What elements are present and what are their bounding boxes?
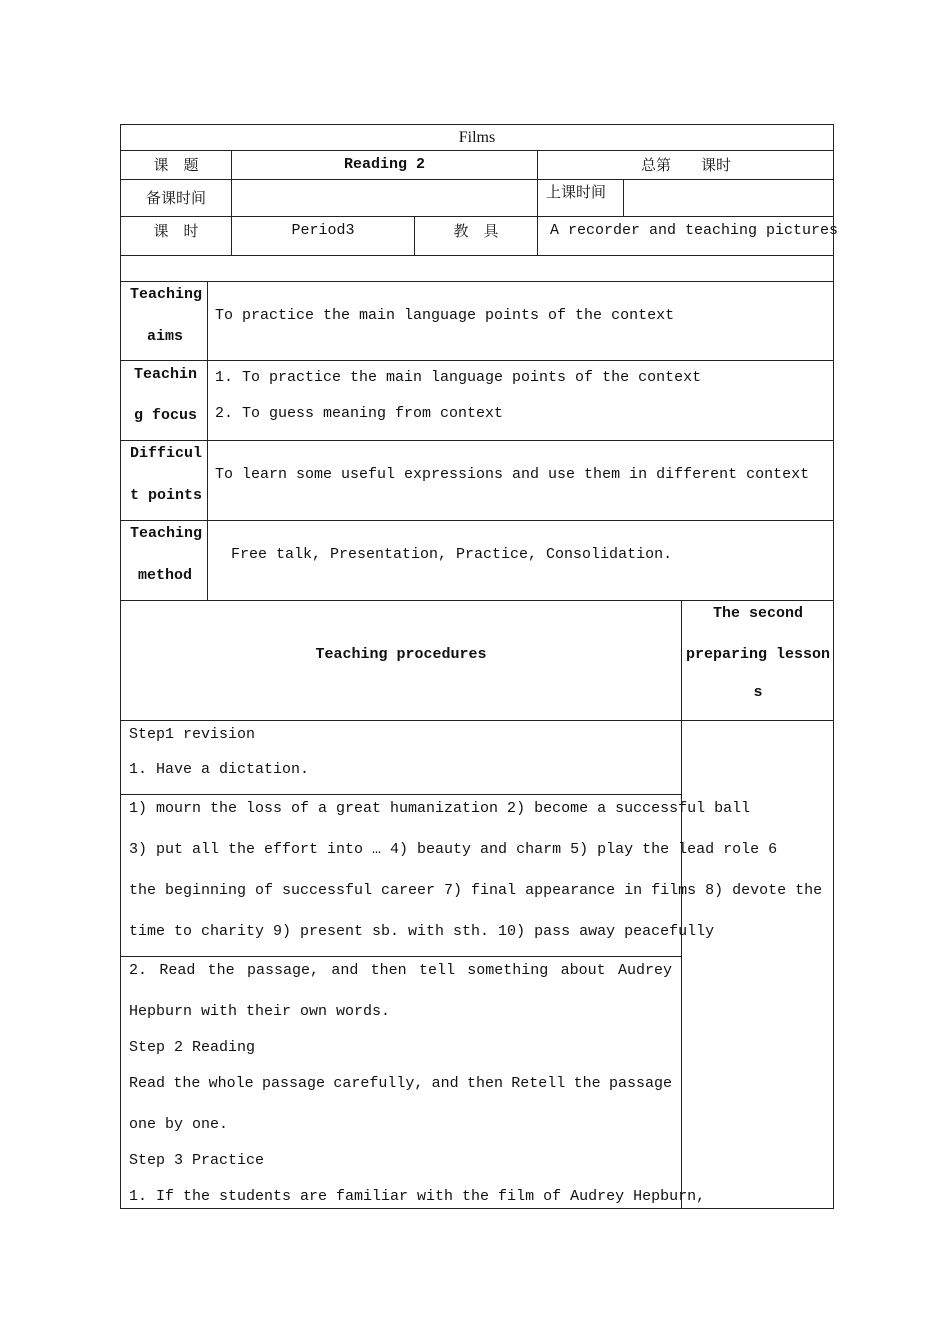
word: whole [208, 1075, 254, 1092]
aims-text: To practice the main language points of the context [215, 307, 675, 324]
step3-item1: 1. If the students are familiar with the film of Audrey Hepburn, [129, 1188, 706, 1205]
word: then [466, 1075, 503, 1092]
word: and [431, 1075, 459, 1092]
row-divider [120, 216, 834, 217]
word: something [467, 962, 549, 979]
focus-item-1: 1. To practice the main language points of the context [215, 369, 702, 386]
row-divider [120, 150, 834, 151]
word: Retell [511, 1075, 566, 1092]
dictation-line-2: 3) put all the effort into … 4) beauty and charm 5) play the lead role 6 [129, 841, 778, 858]
row-divider [120, 179, 834, 180]
focus-label-line2: g focus [134, 407, 198, 424]
total-lessons-label: 总第 课时 [640, 156, 731, 174]
col-divider [623, 179, 624, 216]
period-label: 课 时 [153, 222, 199, 240]
topic-label: 课 题 [153, 156, 199, 174]
topic-value: Reading 2 [343, 156, 425, 173]
difficult-text: To learn some useful expressions and use them in different context [215, 466, 810, 483]
col-divider [207, 281, 208, 600]
row-divider [120, 255, 834, 256]
prep-time-label: 备课时间 [145, 189, 206, 207]
focus-item-2: 2. To guess meaning from context [215, 405, 504, 422]
word: about [560, 962, 606, 979]
row-divider [120, 440, 834, 441]
second-prep-line2: preparing lesson [685, 646, 831, 663]
word: then [370, 962, 407, 979]
procedures-heading: Teaching procedures [315, 646, 487, 663]
word: 2. [129, 962, 148, 979]
difficult-label-line2: t points [130, 487, 203, 504]
method-label-line2: method [138, 567, 193, 584]
row-divider [120, 720, 834, 721]
col-divider [537, 216, 538, 255]
row-divider [120, 281, 834, 282]
aims-label-line2: aims [147, 328, 184, 345]
dictation-box-bottom [120, 956, 681, 957]
difficult-label-line1: Difficul [130, 445, 203, 462]
class-time-label: 上课时间 [546, 183, 607, 201]
word: Read [159, 962, 196, 979]
dictation-box-top [120, 794, 681, 795]
word: passage, [246, 962, 319, 979]
word: Read [129, 1075, 166, 1092]
word: the [173, 1075, 201, 1092]
step1-item2 [129, 962, 672, 980]
word: passage [608, 1075, 672, 1092]
document-title: Films [458, 129, 496, 146]
tools-value: A recorder and teaching pictures [550, 222, 839, 239]
dictation-line-4: time to charity 9) present sb. with sth. 10) pass away peacefully [129, 923, 715, 940]
method-text: Free talk, Presentation, Practice, Consolidation. [231, 546, 673, 563]
col-divider [537, 179, 538, 216]
step2-instruction [129, 1075, 672, 1093]
focus-label-line1: Teachin [134, 366, 198, 383]
second-prep-line1: The second [712, 605, 803, 622]
second-prep-line3: s [753, 684, 763, 701]
row-divider [120, 600, 834, 601]
tools-label: 教 具 [453, 222, 499, 240]
step1-item1: 1. Have a dictation. [129, 761, 310, 778]
step1-item2-continued: Hepburn with their own words. [129, 1003, 391, 1020]
row-divider [120, 360, 834, 361]
word: tell [418, 962, 455, 979]
word: Audrey [617, 962, 672, 979]
word: and [331, 962, 359, 979]
period-value: Period3 [291, 222, 355, 239]
step3-title: Step 3 Practice [129, 1152, 265, 1169]
method-label-line1: Teaching [130, 525, 203, 542]
dictation-line-1: 1) mourn the loss of a great humanization 2) become a successful ball [129, 800, 751, 817]
step2-continued: one by one. [129, 1116, 229, 1133]
word: the [573, 1075, 601, 1092]
word: carefully, [333, 1075, 424, 1092]
aims-label-line1: Teaching [130, 286, 203, 303]
dictation-line-3: the beginning of successful career 7) final appearance in films 8) devote the [129, 882, 823, 899]
step2-title: Step 2 Reading [129, 1039, 256, 1056]
row-divider [120, 520, 834, 521]
word: the [207, 962, 235, 979]
word: passage [261, 1075, 325, 1092]
step1-title: Step1 revision [129, 726, 256, 743]
